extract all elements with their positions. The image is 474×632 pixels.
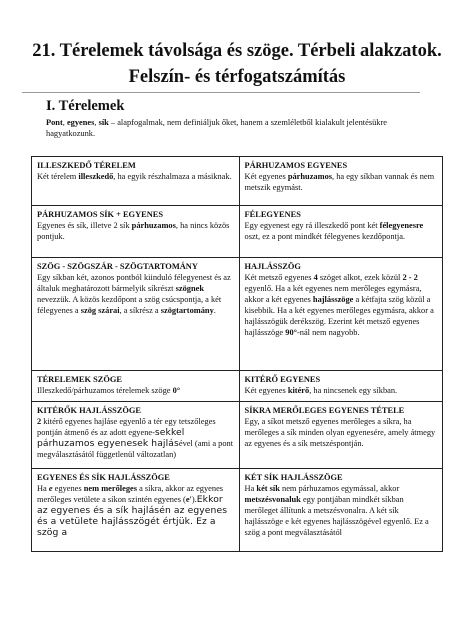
cell-heading: KITÉRŐ EGYENES	[244, 375, 321, 384]
cell-plane-angle	[239, 469, 442, 552]
cell-term: 4	[313, 273, 318, 282]
cell-text: nem párhuzamos egymással, akkor	[279, 484, 400, 493]
cell-text: Ekkor az egyenes és a sík hajlás	[37, 494, 223, 516]
cell-parallel-planes	[32, 206, 240, 258]
table-row	[32, 371, 443, 402]
cell-heading: ILLESZKEDŐ TÉRELEM	[37, 161, 136, 170]
cell-term: e	[48, 484, 53, 493]
intro-text: – alapfogalmak, nem definiáljuk őket, hanem a szemléletből kialakult jelentésükre hagyatkozunk.	[46, 118, 387, 138]
cell-term: párhuzamos	[131, 221, 176, 230]
cell-text: oszt, ez a pont mindkét félegyenes kezdőpontja.	[244, 232, 406, 241]
title-line-1: 21. Térelemek távolsága és szöge. Térbeli alakzatok.	[32, 41, 442, 61]
intro-term-point: Pont	[46, 118, 63, 127]
table-row	[32, 258, 443, 371]
cell-heading: FÉLEGYENES	[244, 210, 301, 219]
cell-parallel-lines	[239, 157, 442, 206]
cell-text: Ha	[244, 484, 257, 493]
cell-angle	[32, 258, 240, 371]
cell-heading: KÉT SÍK HAJLÁSSZÖGE	[244, 473, 343, 482]
cell-text: én az egyenes és a vetülete hajlásszögét értjük. Ez a szög a	[37, 505, 228, 538]
cell-text: , a síkrész a	[119, 306, 161, 315]
intro-sep-2: ,	[94, 118, 99, 127]
page-title	[20, 38, 454, 90]
cell-text: Két metsző egyenes	[244, 273, 314, 282]
definitions-table	[31, 156, 443, 552]
cell-text: , ha egyik részhalmaza a másiknak.	[113, 172, 232, 181]
table-row	[32, 157, 443, 206]
cell-term: kitérő	[287, 386, 310, 395]
cell-incidence	[32, 157, 240, 206]
section-heading: I. Térelemek	[46, 98, 125, 114]
cell-text: ül változatlan)	[127, 450, 177, 459]
cell-term: e'	[185, 495, 192, 504]
cell-text: Két egyenes	[244, 386, 288, 395]
cell-text: -nál nem nagyobb.	[296, 328, 360, 337]
cell-term: 0°	[172, 386, 181, 395]
cell-text: a kétfajta szög közül a kisebbik. Ha a két egyenes merőleges egymásra, akkor a hajlásszögük derékszög. Ezerint két metsző egyenes hajlásszöge	[244, 295, 434, 337]
intro-term-line: egyenes	[66, 118, 95, 127]
cell-term: hajlásszöge	[312, 295, 354, 304]
cell-term: két sík	[256, 484, 280, 493]
cell-text: sekkel párhuzamos egyenesek hajlás	[37, 427, 185, 449]
cell-term: szög szárai	[80, 306, 120, 315]
cell-text: egy pontjában mindkét síkban merőleget állítunk a metszésvonalra. A két sík hajlásszöge e két egyenes hajlásszögével egyenlő. Ez a szög a pont megválasztásától	[244, 495, 429, 537]
cell-skew-angle	[239, 258, 442, 371]
cell-text: e egyenlő a tér egy tetszőleges pontján átmenő és az adott egyene-	[37, 417, 216, 437]
cell-term: metszésvonaluk	[244, 495, 301, 504]
cell-text: a síkra, akkor az egyenes merőleges vetülete a síkon szintén egyenes (	[37, 484, 224, 504]
cell-line-plane-angle	[32, 469, 240, 552]
cell-text: szöget alkot, ezek közül	[317, 273, 403, 282]
cell-text: Egy egyenest egy rá illeszkedő pont két	[244, 221, 380, 230]
cell-text: egyenes	[52, 484, 84, 493]
cell-text: Ha	[37, 484, 49, 493]
cell-half-line	[239, 206, 442, 258]
cell-text: ével (ami a pont megválasztásától független	[37, 439, 234, 459]
cell-heading: HAJLÁSSZÖG	[244, 262, 301, 271]
cell-term: párhuzamos	[287, 172, 333, 181]
cell-term: nem merőleges	[83, 484, 138, 493]
cell-heading: PÁRHUZAMOS SÍK + EGYENES	[37, 210, 163, 219]
cell-skew-lines-angle	[32, 402, 240, 469]
cell-text: Két térelem	[37, 172, 79, 181]
cell-heading: EGYENES ÉS SÍK HAJLÁSSZÖGE	[37, 473, 170, 482]
cell-text: nevezzük. A közös kezdőpont a szög csúcspontja, a két félegyenes a	[37, 295, 222, 315]
intro-term-plane: sík	[98, 118, 109, 127]
title-divider	[22, 92, 420, 93]
cell-heading: SZÖG - SZÖGSZÁR - SZÖGTARTOMÁNY	[37, 262, 198, 271]
cell-heading: PÁRHUZAMOS EGYENES	[244, 161, 348, 170]
cell-text: egyenlő. Ha a két egyenes nem merőleges egymásra, akkor a két egyenes	[244, 284, 422, 304]
cell-heading: SÍKRA MERŐLEGES EGYENES TÉTELE	[244, 406, 405, 415]
intro-paragraph	[46, 117, 436, 139]
cell-term: szögtartomány	[160, 306, 214, 315]
cell-perp-theorem	[239, 402, 442, 469]
cell-heading: TÉRELEMEK SZÖGE	[37, 375, 122, 384]
cell-text: Egy, a síkot metsző egyenes merőleges a síkra, ha merőleges a sík minden olyan egyenesére, amely átmegy az egyenes és a sík metszéspontján.	[244, 417, 436, 448]
cell-heading: KITÉRŐK HAJLÁSSZÖGE	[37, 406, 142, 415]
cell-term: szögnek	[175, 284, 204, 293]
table-row	[32, 469, 443, 552]
cell-text: Egy síkban két, azonos pontból kiinduló félegyenest és az általuk meghatározott bármelyik síkrészt	[37, 273, 231, 293]
intro-sep-1: ,	[62, 118, 67, 127]
cell-term: illeszkedő	[78, 172, 114, 181]
cell-text: ).	[191, 495, 197, 504]
cell-term: 2	[37, 417, 42, 426]
cell-text: kitérő egyenes hajlás	[41, 417, 114, 426]
cell-term: félegyenesre	[379, 221, 424, 230]
cell-text: , ha egy síkban vannak és nem metszik egymást.	[244, 172, 435, 192]
cell-text: .	[213, 306, 216, 315]
table-row	[32, 206, 443, 258]
cell-text: , ha nincsenek egy síkban.	[309, 386, 398, 395]
cell-text: Illeszkedő/párhuzamos térelemek szöge	[37, 386, 173, 395]
cell-element-angle	[32, 371, 240, 402]
cell-text: Két egyenes	[244, 172, 288, 181]
cell-skew-lines	[239, 371, 442, 402]
cell-text: Egyenes és sík, illetve 2 sík	[37, 221, 132, 230]
title-line-2: Felszín- és térfogatszámítás	[128, 67, 346, 87]
table-row	[32, 402, 443, 469]
cell-term: 2 - 2	[402, 273, 418, 282]
cell-text: , ha nincs közös pontjuk.	[37, 221, 230, 241]
cell-term: 90°	[285, 328, 297, 337]
